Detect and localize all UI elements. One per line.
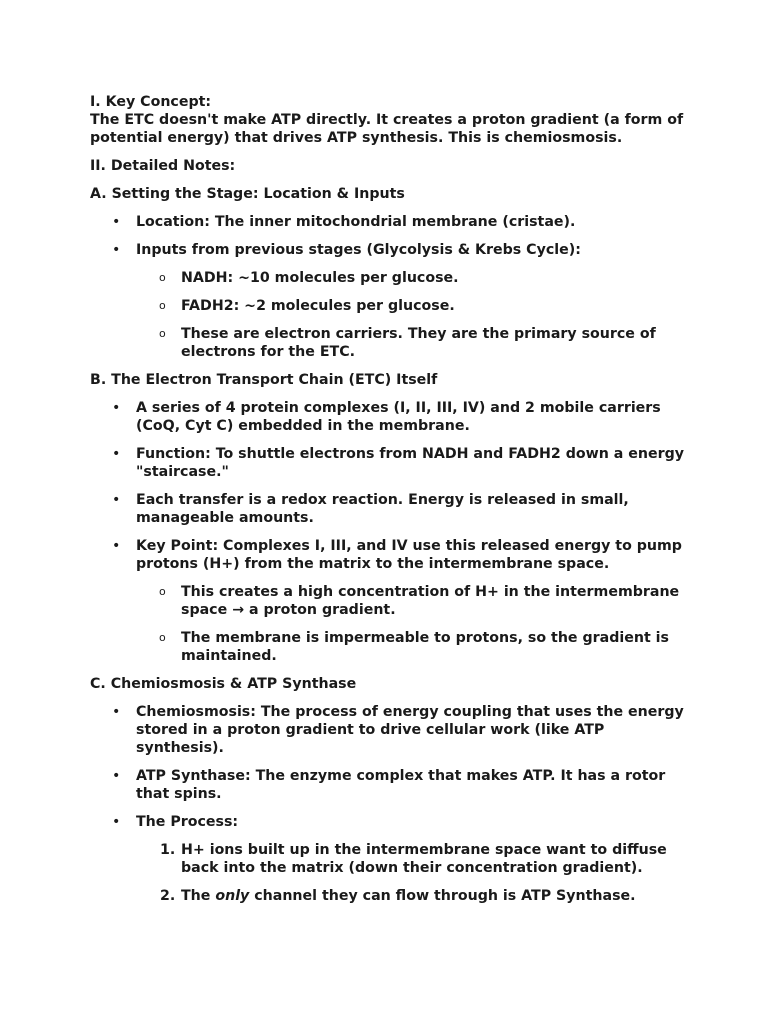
sub-list-item-text: NADH: ~10 molecules per glucose. bbox=[181, 270, 459, 286]
list-item bbox=[90, 241, 690, 361]
section-a-sublist bbox=[136, 269, 690, 361]
process-step bbox=[136, 887, 690, 905]
process-steps-list bbox=[136, 841, 690, 905]
sub-list-item-text: FADH2: ~2 molecules per glucose. bbox=[181, 298, 455, 314]
list-item-text: A series of 4 protein complexes (I, II, III, IV) and 2 mobile carriers (CoQ, Cyt C) embedded in the membrane. bbox=[136, 400, 661, 434]
list-item-text: ATP Synthase: The enzyme complex that makes ATP. It has a rotor that spins. bbox=[136, 768, 666, 802]
sub-list-item-text: These are electron carriers. They are the primary source of electrons for the ETC. bbox=[181, 326, 656, 360]
sub-list-item bbox=[136, 583, 690, 619]
section-a-heading: A. Setting the Stage: Location & Inputs bbox=[90, 186, 405, 202]
list-item bbox=[90, 767, 690, 803]
bullet-icon: • bbox=[112, 492, 121, 508]
bullet-icon: • bbox=[112, 400, 121, 416]
step-number: 1. bbox=[160, 842, 176, 858]
section-c-list bbox=[90, 703, 690, 905]
section-b-list bbox=[90, 399, 690, 665]
sub-list-item bbox=[136, 269, 690, 287]
bullet-icon: • bbox=[112, 446, 121, 462]
circle-bullet-icon: o bbox=[159, 631, 166, 644]
circle-bullet-icon: o bbox=[159, 585, 166, 598]
sub-list-item bbox=[136, 629, 690, 665]
section-a-list bbox=[90, 213, 690, 361]
step-number: 2. bbox=[160, 888, 176, 904]
sub-list-item-text: The membrane is impermeable to protons, so the gradient is maintained. bbox=[181, 630, 669, 664]
sub-list-item bbox=[136, 297, 690, 315]
bullet-icon: • bbox=[112, 242, 121, 258]
circle-bullet-icon: o bbox=[159, 299, 166, 312]
list-item-text: Function: To shuttle electrons from NADH and FADH2 down a energy "staircase." bbox=[136, 446, 685, 480]
key-concept-text: The ETC doesn't make ATP directly. It creates a proton gradient (a form of potential energy) that drives ATP synthesis. This is chemiosmosis. bbox=[90, 112, 684, 146]
bullet-icon: • bbox=[112, 768, 121, 784]
circle-bullet-icon: o bbox=[159, 271, 166, 284]
process-step-text-before: The bbox=[181, 888, 216, 904]
list-item-text: Location: The inner mitochondrial membrane (cristae). bbox=[136, 214, 576, 230]
bullet-icon: • bbox=[112, 214, 121, 230]
sub-list-item bbox=[136, 325, 690, 361]
sub-list-item-text: This creates a high concentration of H+ in the intermembrane space → a proton gradient. bbox=[181, 584, 680, 618]
section-b-sublist bbox=[136, 583, 690, 665]
list-item-text: Chemiosmosis: The process of energy coupling that uses the energy stored in a proton gradient to drive cellular work (like ATP synthesis). bbox=[136, 704, 684, 756]
process-step bbox=[136, 841, 690, 877]
process-step-text-after: channel they can flow through is ATP Synthase. bbox=[249, 888, 636, 904]
process-step-text: H+ ions built up in the intermembrane space want to diffuse back into the matrix (down their concentration gradient). bbox=[181, 842, 667, 876]
list-item bbox=[90, 399, 690, 435]
circle-bullet-icon: o bbox=[159, 327, 166, 340]
list-item bbox=[90, 703, 690, 757]
detailed-notes-heading: II. Detailed Notes: bbox=[90, 158, 236, 174]
bullet-icon: • bbox=[112, 814, 121, 830]
section-b-heading: B. The Electron Transport Chain (ETC) Itself bbox=[90, 372, 438, 388]
list-item-text: The Process: bbox=[136, 814, 239, 830]
process-step-emphasis: only bbox=[215, 888, 250, 904]
list-item bbox=[90, 813, 690, 905]
list-item bbox=[90, 213, 690, 231]
list-item bbox=[90, 491, 690, 527]
section-c-heading: C. Chemiosmosis & ATP Synthase bbox=[90, 676, 357, 692]
bullet-icon: • bbox=[112, 704, 121, 720]
list-item-text: Inputs from previous stages (Glycolysis & Krebs Cycle): bbox=[136, 242, 581, 258]
bullet-icon: • bbox=[112, 538, 121, 554]
list-item-text: Key Point: Complexes I, III, and IV use this released energy to pump protons (H+) from the matrix to the intermembrane space. bbox=[136, 538, 682, 572]
key-concept-heading: I. Key Concept: bbox=[90, 94, 212, 110]
list-item bbox=[90, 445, 690, 481]
list-item-text: Each transfer is a redox reaction. Energy is released in small, manageable amounts. bbox=[136, 492, 629, 526]
document-page bbox=[90, 93, 690, 915]
list-item bbox=[90, 537, 690, 665]
